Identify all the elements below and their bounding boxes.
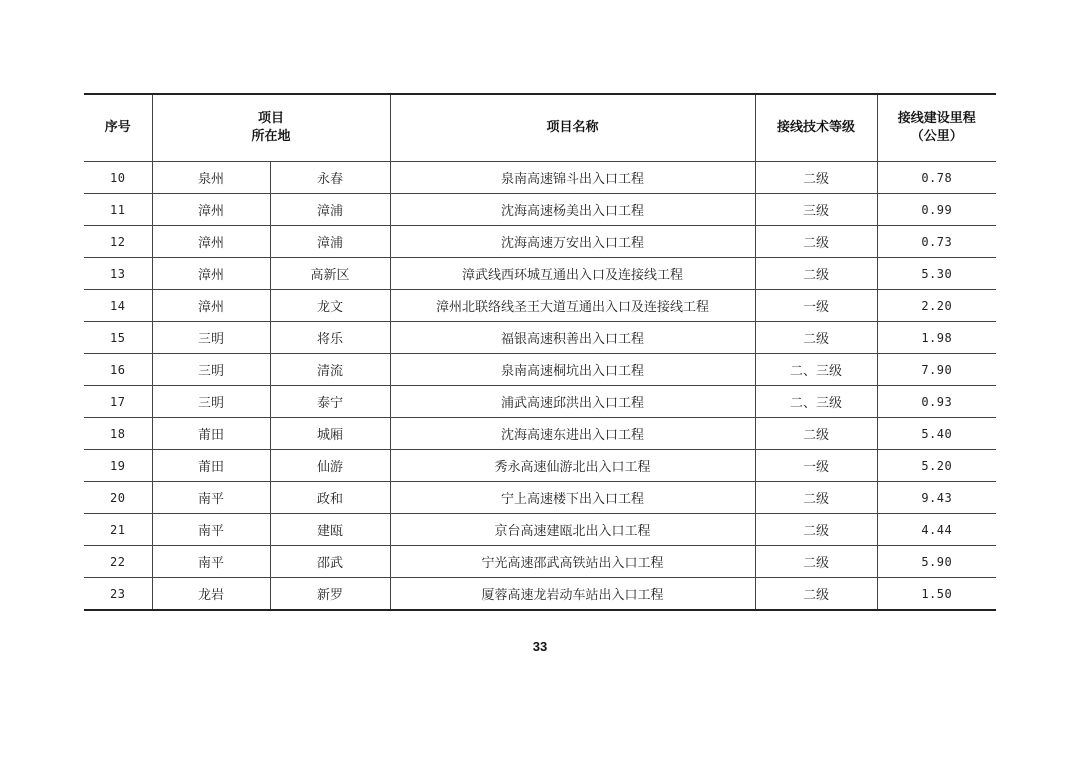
cell-mileage: 5.20 (877, 450, 996, 482)
table-row (84, 450, 996, 482)
table-row (84, 290, 996, 322)
cell-grade: 二级 (755, 514, 877, 546)
cell-mileage: 9.43 (877, 482, 996, 514)
cell-city: 漳州 (152, 226, 270, 258)
cell-county: 泰宁 (270, 386, 390, 418)
cell-project-name: 京台高速建瓯北出入口工程 (390, 514, 755, 546)
page-number: 33 (532, 639, 548, 654)
header-location-line1: 项目 (258, 111, 285, 126)
cell-city: 龙岩 (152, 578, 270, 611)
cell-city: 莆田 (152, 450, 270, 482)
cell-city: 漳州 (152, 290, 270, 322)
cell-mileage: 0.93 (877, 386, 996, 418)
cell-seq: 23 (84, 578, 152, 611)
table-row (84, 226, 996, 258)
table-row (84, 482, 996, 514)
project-table (84, 93, 996, 611)
cell-seq: 15 (84, 322, 152, 354)
cell-county: 新罗 (270, 578, 390, 611)
cell-county: 龙文 (270, 290, 390, 322)
cell-grade: 二、三级 (755, 354, 877, 386)
cell-city: 三明 (152, 386, 270, 418)
cell-grade: 一级 (755, 290, 877, 322)
cell-county: 永春 (270, 162, 390, 194)
table-header-row (84, 94, 996, 162)
cell-city: 三明 (152, 322, 270, 354)
cell-city: 莆田 (152, 418, 270, 450)
cell-city: 三明 (152, 354, 270, 386)
cell-project-name: 厦蓉高速龙岩动车站出入口工程 (390, 578, 755, 611)
cell-project-name: 福银高速积善出入口工程 (390, 322, 755, 354)
table-row (84, 194, 996, 226)
cell-seq: 21 (84, 514, 152, 546)
cell-project-name: 宁光高速邵武高铁站出入口工程 (390, 546, 755, 578)
cell-grade: 二级 (755, 418, 877, 450)
cell-grade: 一级 (755, 450, 877, 482)
header-location (152, 94, 390, 162)
cell-mileage: 1.50 (877, 578, 996, 611)
cell-project-name: 浦武高速邱洪出入口工程 (390, 386, 755, 418)
cell-seq: 14 (84, 290, 152, 322)
cell-mileage: 0.73 (877, 226, 996, 258)
cell-grade: 二级 (755, 322, 877, 354)
cell-county: 邵武 (270, 546, 390, 578)
cell-city: 南平 (152, 546, 270, 578)
cell-city: 南平 (152, 514, 270, 546)
table-row (84, 258, 996, 290)
table-row (84, 322, 996, 354)
cell-project-name: 沈海高速东进出入口工程 (390, 418, 755, 450)
cell-grade: 二级 (755, 482, 877, 514)
header-mileage (877, 94, 996, 162)
cell-grade: 二级 (755, 226, 877, 258)
cell-city: 漳州 (152, 258, 270, 290)
table-row (84, 386, 996, 418)
cell-county: 漳浦 (270, 226, 390, 258)
table-row (84, 514, 996, 546)
cell-county: 漳浦 (270, 194, 390, 226)
cell-seq: 10 (84, 162, 152, 194)
cell-county: 城厢 (270, 418, 390, 450)
table-row (84, 418, 996, 450)
header-grade: 接线技术等级 (755, 94, 877, 162)
cell-mileage: 7.90 (877, 354, 996, 386)
cell-seq: 22 (84, 546, 152, 578)
cell-seq: 13 (84, 258, 152, 290)
cell-project-name: 泉南高速桐坑出入口工程 (390, 354, 755, 386)
table-row (84, 162, 996, 194)
cell-county: 将乐 (270, 322, 390, 354)
cell-mileage: 5.40 (877, 418, 996, 450)
cell-grade: 二级 (755, 258, 877, 290)
cell-mileage: 5.30 (877, 258, 996, 290)
cell-county: 仙游 (270, 450, 390, 482)
header-mileage-line2: （公里） (910, 129, 963, 144)
cell-project-name: 秀永高速仙游北出入口工程 (390, 450, 755, 482)
cell-county: 清流 (270, 354, 390, 386)
cell-project-name: 宁上高速楼下出入口工程 (390, 482, 755, 514)
table-row (84, 354, 996, 386)
cell-seq: 11 (84, 194, 152, 226)
cell-city: 漳州 (152, 194, 270, 226)
header-seq: 序号 (84, 94, 152, 162)
header-mileage-line1: 接线建设里程 (897, 111, 976, 126)
header-name: 项目名称 (390, 94, 755, 162)
cell-city: 泉州 (152, 162, 270, 194)
header-location-line2: 所在地 (251, 129, 291, 144)
cell-seq: 17 (84, 386, 152, 418)
cell-county: 政和 (270, 482, 390, 514)
cell-project-name: 漳武线西环城互通出入口及连接线工程 (390, 258, 755, 290)
cell-grade: 二级 (755, 578, 877, 611)
cell-mileage: 5.90 (877, 546, 996, 578)
cell-seq: 20 (84, 482, 152, 514)
cell-seq: 19 (84, 450, 152, 482)
cell-mileage: 2.20 (877, 290, 996, 322)
cell-mileage: 4.44 (877, 514, 996, 546)
cell-project-name: 沈海高速杨美出入口工程 (390, 194, 755, 226)
cell-grade: 三级 (755, 194, 877, 226)
cell-mileage: 1.98 (877, 322, 996, 354)
cell-seq: 12 (84, 226, 152, 258)
table-row (84, 546, 996, 578)
cell-seq: 18 (84, 418, 152, 450)
cell-grade: 二级 (755, 162, 877, 194)
cell-mileage: 0.78 (877, 162, 996, 194)
table-row (84, 578, 996, 611)
cell-city: 南平 (152, 482, 270, 514)
cell-mileage: 0.99 (877, 194, 996, 226)
cell-project-name: 沈海高速万安出入口工程 (390, 226, 755, 258)
cell-grade: 二级 (755, 546, 877, 578)
cell-county: 高新区 (270, 258, 390, 290)
cell-grade: 二、三级 (755, 386, 877, 418)
cell-county: 建瓯 (270, 514, 390, 546)
cell-seq: 16 (84, 354, 152, 386)
cell-project-name: 泉南高速锦斗出入口工程 (390, 162, 755, 194)
cell-project-name: 漳州北联络线圣王大道互通出入口及连接线工程 (390, 290, 755, 322)
